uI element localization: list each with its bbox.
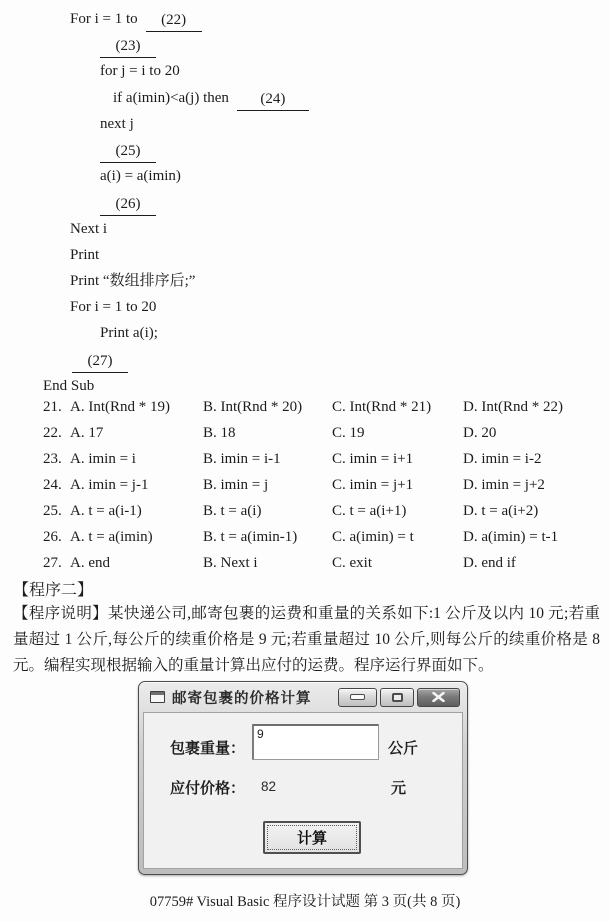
program2-heading: 【程序二】 (13, 582, 94, 599)
vb-form-window (138, 681, 468, 875)
code-line (0, 320, 610, 346)
choice-row-27 (43, 550, 602, 576)
choice-row-22 (43, 420, 602, 446)
code-line (0, 346, 610, 372)
vb-code-listing (0, 6, 610, 399)
code-line (0, 163, 610, 189)
code-text: End Sub (43, 377, 95, 394)
close-button[interactable] (417, 688, 460, 707)
option-c: C. 19 (332, 425, 365, 441)
code-text: For i = 1 to (70, 11, 138, 27)
weight-input[interactable] (252, 724, 379, 760)
code-line (0, 85, 610, 111)
weight-unit-label: 公斤 (388, 740, 419, 757)
blank-26: (26) (100, 195, 156, 216)
code-line (0, 32, 610, 58)
option-d: D. end if (463, 555, 516, 571)
choice-row-23 (43, 446, 602, 472)
option-c: C. imin = i+1 (332, 451, 414, 467)
maximize-button[interactable] (380, 688, 414, 707)
option-b: B. t = a(i) (203, 503, 262, 519)
code-line (0, 216, 610, 242)
option-c: C. exit (332, 555, 372, 571)
option-d: D. a(imin) = t-1 (463, 529, 559, 545)
question-number: 23. (43, 451, 62, 467)
code-text: a(i) = a(imin) (100, 168, 181, 185)
option-a: A. t = a(imin) (70, 529, 153, 545)
option-c: C. Int(Rnd * 21) (332, 399, 432, 415)
blank-24: (24) (237, 90, 309, 111)
code-line (0, 242, 610, 268)
choice-row-24 (43, 472, 602, 498)
code-text: Next i (70, 220, 108, 237)
code-line (0, 111, 610, 137)
code-line (0, 58, 610, 84)
question-number: 27. (43, 555, 62, 571)
option-a: A. Int(Rnd * 19) (70, 399, 170, 415)
option-b: B. imin = i-1 (203, 451, 281, 467)
option-b: B. Next i (203, 555, 258, 571)
price-value: 82 (261, 779, 277, 794)
option-b: B. t = a(imin-1) (203, 529, 298, 545)
code-line (0, 6, 610, 32)
option-a: A. t = a(i-1) (70, 503, 142, 519)
option-d: D. 20 (463, 425, 497, 441)
code-line (0, 294, 610, 320)
question-number: 22. (43, 425, 62, 441)
option-b: B. imin = j (203, 477, 269, 493)
window-titlebar (139, 682, 467, 712)
option-a: A. imin = i (70, 451, 136, 467)
option-c: C. a(imin) = t (332, 529, 414, 545)
vb-form-icon (150, 691, 165, 703)
code-text: Print “数组排序后;” (70, 272, 196, 289)
weight-label: 包裹重量： (170, 740, 246, 757)
code-line (0, 189, 610, 215)
question-number: 26. (43, 529, 62, 545)
blank-27: (27) (72, 352, 128, 373)
blank-22: (22) (146, 11, 202, 32)
price-label: 应付价格： (170, 780, 246, 797)
option-c: C. t = a(i+1) (332, 503, 407, 519)
program2-description: 【程序说明】某快递公司,邮寄包裹的运费和重量的关系如下:1 公斤及以内 10 元;若重量超过 1 公斤,每公斤的续重价格是 9 元;若重量超过 10 公斤,则每公斤的续重价格是 8 元。编程实现根据输入的重量计算出应付的运费。程序运行界面如下。 (13, 605, 600, 674)
option-d: D. t = a(i+2) (463, 503, 539, 519)
maximize-icon (392, 693, 403, 702)
code-text: if a(imin)<a(j) then (113, 89, 229, 106)
code-line (0, 137, 610, 163)
blank-25: (25) (100, 142, 156, 163)
option-d: D. imin = j+2 (463, 477, 545, 493)
question-number: 25. (43, 503, 62, 519)
calc-button-label: 计算 (267, 825, 357, 850)
minimize-button[interactable] (338, 688, 377, 707)
question-number: 21. (43, 399, 62, 415)
choice-row-25 (43, 498, 602, 524)
option-b: B. 18 (203, 425, 236, 441)
option-a: A. 17 (70, 425, 104, 441)
question-number: 24. (43, 477, 62, 493)
code-text: for j = i to 20 (100, 63, 180, 80)
calc-button[interactable] (263, 821, 361, 854)
option-a: A. imin = j-1 (70, 477, 149, 493)
price-unit-label: 元 (391, 780, 407, 797)
window-client-area (143, 712, 463, 869)
option-d: D. Int(Rnd * 22) (463, 399, 563, 415)
option-d: D. imin = i-2 (463, 451, 542, 467)
option-a: A. end (70, 555, 110, 571)
window-controls (338, 688, 460, 707)
code-text: Print (70, 246, 100, 263)
code-line (0, 268, 610, 294)
page-footer: 07759# Visual Basic 程序设计试题 第 3 页(共 8 页) (149, 894, 461, 910)
close-icon (432, 692, 445, 702)
blank-23: (23) (100, 37, 156, 58)
code-text: next j (100, 115, 134, 132)
minimize-icon (350, 694, 365, 700)
window-title: 邮寄包裹的价格计算 (172, 690, 312, 707)
code-text: For i = 1 to 20 (70, 299, 157, 316)
choice-row-26 (43, 524, 602, 550)
option-c: C. imin = j+1 (332, 477, 414, 493)
code-text: Print a(i); (100, 325, 158, 342)
option-b: B. Int(Rnd * 20) (203, 399, 303, 415)
choice-row-21 (43, 394, 602, 420)
answer-choices (43, 394, 602, 576)
